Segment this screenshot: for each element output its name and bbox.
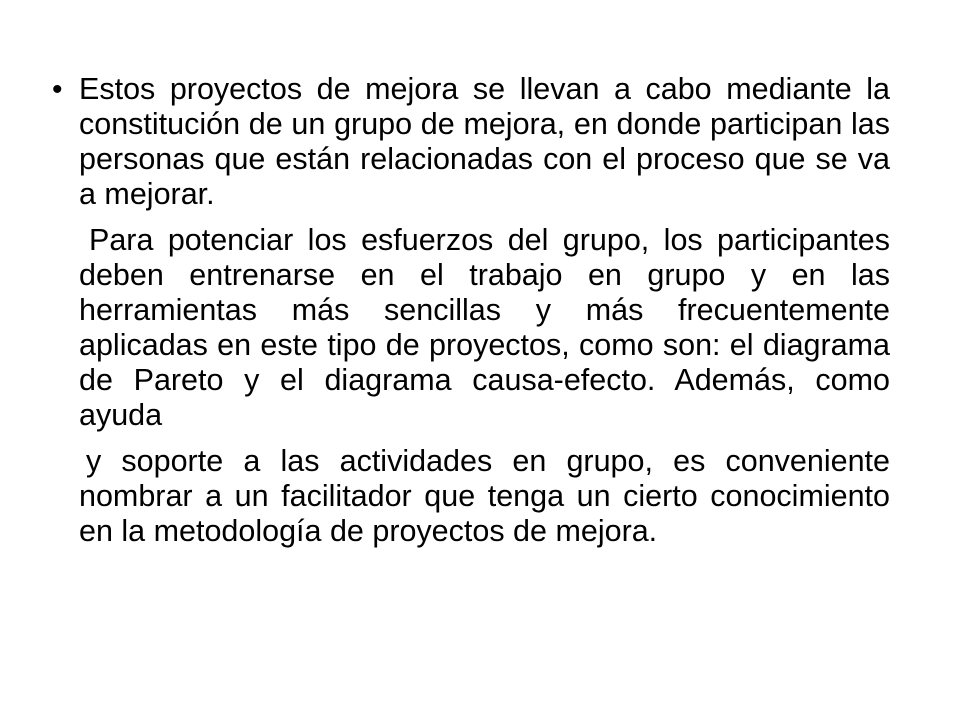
paragraph-2: Para potenciar los esfuerzos del grupo, los participantes deben entrenarse en el trabajo en grupo y en las herramientas más sencillas y más frecuentemente aplicadas en este tipo de proyectos, como son: el diagrama de Pareto y el diagrama causa-efecto. Además, como ayuda bbox=[79, 223, 890, 432]
paragraph-text-1: Estos proyectos de mejora se llevan a cabo mediante la constitución de un grupo de mejora, en donde participan las personas que están relacionadas con el proceso que se va a mejorar. bbox=[79, 72, 890, 211]
slide-body bbox=[52, 72, 890, 560]
bullet-paragraph-1 bbox=[52, 72, 890, 212]
bullet-icon: • bbox=[52, 73, 63, 106]
paragraph-3: y soporte a las actividades en grupo, es conveniente nombrar a un facilitador que tenga un cierto conocimiento en la metodología de proyectos de mejora. bbox=[79, 444, 890, 548]
